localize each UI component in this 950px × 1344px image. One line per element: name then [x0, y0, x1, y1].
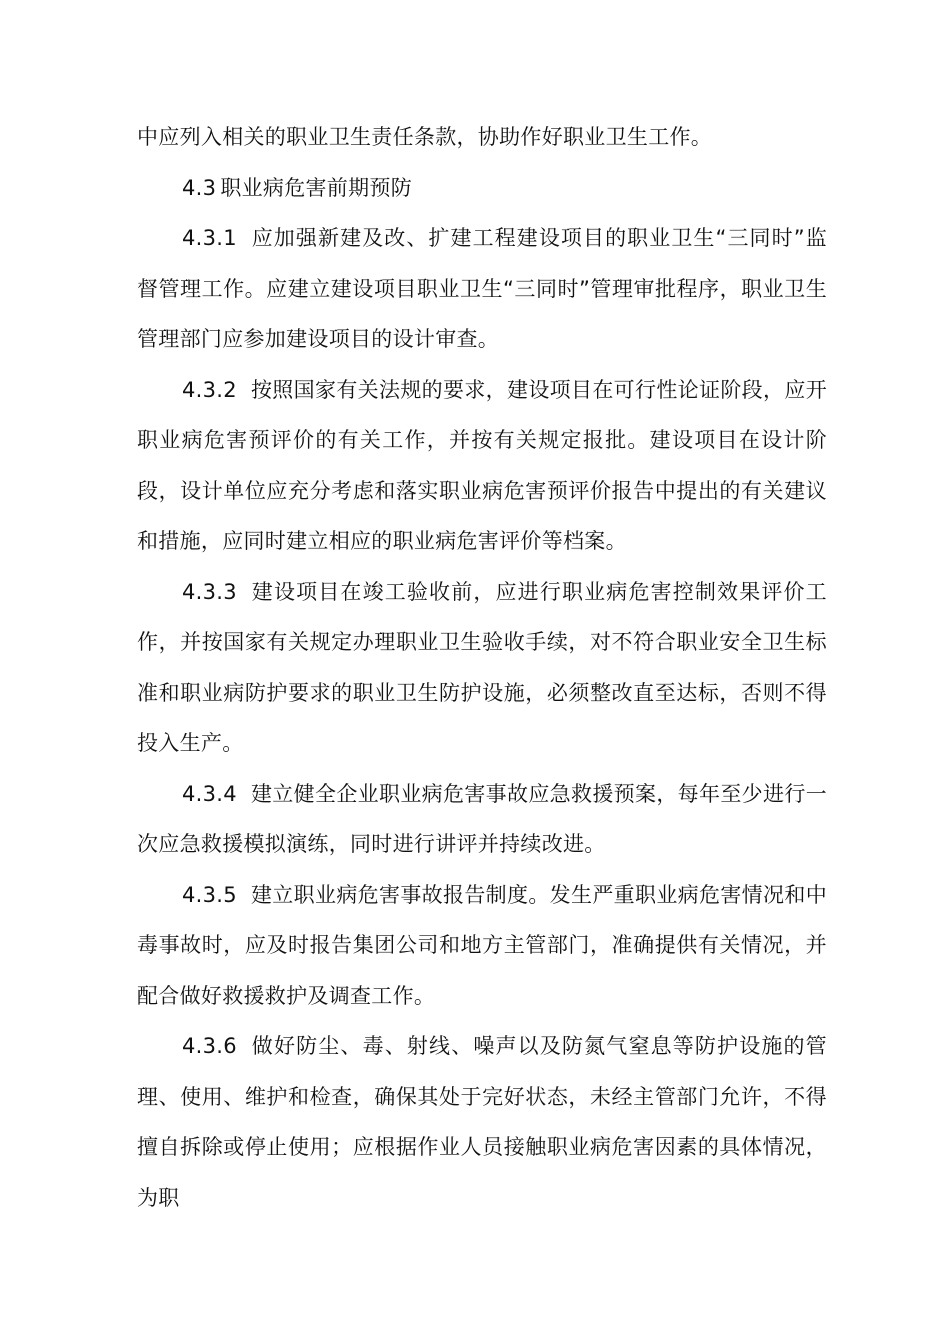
clause-paragraph: [137, 365, 827, 567]
clause-paragraph: [137, 769, 827, 870]
document-body: [137, 112, 827, 1223]
clause-text: 按照国家有关法规的要求，建设项目在可行性论证阶段，应开职业病危害预评价的有关工作，并按有关规定报批。建设项目在设计阶段，设计单位应充分考虑和落实职业病危害预评价报告中提出的有关建议和措施，应同时建立相应的职业病危害评价等档案。: [137, 377, 827, 553]
continuation-paragraph: 中应列入相关的职业卫生责任条款，协助作好职业卫生工作。: [137, 125, 713, 149]
clause-paragraph: [137, 567, 827, 769]
clause-number: 4.3.1: [182, 226, 237, 250]
clause-text: 应加强新建及改、扩建工程建设项目的职业卫生“三同时”监督管理工作。应建立建设项目职业卫生“三同时”管理审批程序，职业卫生管理部门应参加建设项目的设计审查。: [137, 226, 827, 351]
clause-paragraph: [137, 1021, 827, 1223]
section-title: 职业病危害前期预防: [220, 175, 413, 200]
clause-number: 4.3.6: [182, 1034, 237, 1058]
clause-number: 4.3.4: [182, 781, 237, 806]
clause-text: 建立职业病危害事故报告制度。发生严重职业病危害情况和中毒事故时，应及时报告集团公司和地方主管部门，准确提供有关情况，并配合做好救援救护及调查工作。: [137, 882, 827, 1008]
clause-text: 建设项目在竣工验收前，应进行职业病危害控制效果评价工作，并按国家有关规定办理职业卫生验收手续，对不符合职业安全卫生标准和职业病防护要求的职业卫生防护设施，必须整改直至达标，否则不得投入生产。: [137, 579, 827, 755]
clause-text: 做好防尘、毒、射线、噪声以及防氮气窒息等防护设施的管理、使用、维护和检查，确保其处于完好状态，未经主管部门允许，不得擅自拆除或停止使用；应根据作业人员接触职业病危害因素的具体情况，为职: [137, 1034, 827, 1210]
section-number: 4.3: [182, 175, 217, 200]
section-heading: [137, 163, 827, 214]
clause-number: 4.3.5: [182, 882, 237, 907]
clause-paragraph: [137, 870, 827, 1022]
clause-paragraph: [137, 213, 827, 365]
clause-text: 建立健全企业职业病危害事故应急救援预案，每年至少进行一次应急救援模拟演练，同时进行讲评并持续改进。: [137, 781, 827, 856]
clause-number: 4.3.2: [182, 377, 237, 402]
clause-number: 4.3.3: [182, 579, 237, 604]
